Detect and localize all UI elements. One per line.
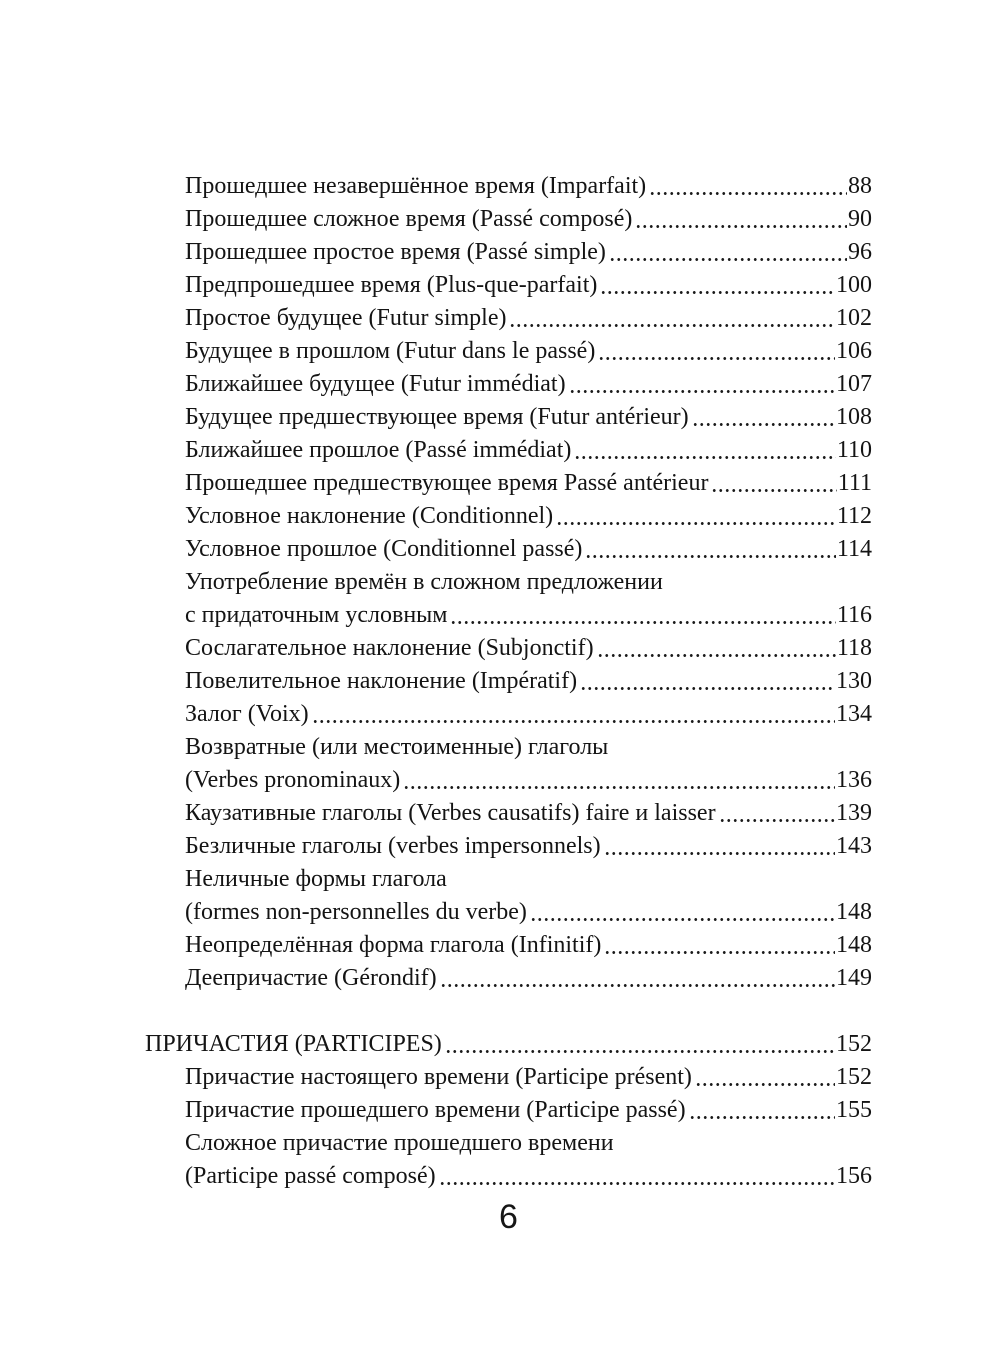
toc-entry-page: 96	[848, 239, 872, 265]
toc-entry-title: Возвратные (или местоименные) глаголы	[185, 734, 609, 760]
toc-entry-page: 130	[836, 668, 872, 694]
toc-entry-title: Ближайшее будущее (Futur immédiat)	[185, 371, 566, 397]
toc-entry-title: Сложное причастие прошедшего времени	[185, 1130, 614, 1156]
toc-entry-row	[145, 929, 872, 962]
toc-entry-title: Повелительное наклонение (Impératif)	[185, 668, 578, 694]
toc-entry-page: 139	[836, 800, 872, 826]
toc-entry-title: Предпрошедшее время (Plus-que-parfait)	[185, 272, 598, 298]
toc-section-title: ПРИЧАСТИЯ (PARTICIPES)	[145, 1031, 442, 1057]
toc-entry-page: 114	[836, 536, 872, 562]
toc-entry-title: Безличные глаголы (verbes impersonnels)	[185, 833, 601, 859]
toc-entry-row	[145, 368, 872, 401]
toc-entry-row	[145, 533, 872, 566]
dot-leader	[598, 357, 835, 360]
toc-entry-page: 116	[836, 602, 872, 628]
dot-leader	[585, 555, 835, 558]
toc-entry-page: 143	[836, 833, 872, 859]
toc-entry-row	[145, 467, 872, 500]
toc-entry-row	[145, 764, 872, 797]
toc-entry-title: Сослагательное наклонение (Subjonctif)	[185, 635, 594, 661]
toc-entry-page: 118	[836, 635, 872, 661]
toc-entry-title: Употребление времён в сложном предложении	[185, 569, 663, 595]
toc-entry-page: 148	[836, 899, 872, 925]
toc-entry-title: Деепричастие (Gérondif)	[185, 965, 437, 991]
toc-entry-row	[145, 731, 872, 764]
toc-entry-row	[145, 401, 872, 434]
dot-leader	[450, 621, 835, 624]
toc-entry-row	[145, 236, 872, 269]
dot-leader	[312, 720, 835, 723]
toc-entry-row	[145, 1061, 872, 1094]
toc-entry-row	[145, 566, 872, 599]
dot-leader	[403, 786, 835, 789]
dot-leader	[439, 1182, 835, 1185]
toc-entry-row	[145, 1094, 872, 1127]
dot-leader	[635, 225, 847, 228]
toc-entry-title: Ближайшее прошлое (Passé immédiat)	[185, 437, 572, 463]
toc-entry-title: Неопределённая форма глагола (Infinitif)	[185, 932, 602, 958]
toc-entry-title: Прошедшее сложное время (Passé composé)	[185, 206, 633, 232]
toc-entry-title: Условное прошлое (Conditionnel passé)	[185, 536, 583, 562]
toc-entry-row	[145, 896, 872, 929]
toc-entry-page: 155	[836, 1097, 872, 1123]
toc-entry-row	[145, 665, 872, 698]
toc-entry-title: (formes non-personnelles du verbe)	[185, 899, 527, 925]
toc-entry-row	[145, 830, 872, 863]
toc-entry-row	[145, 1127, 872, 1160]
toc-entry-title: Условное наклонение (Conditionnel)	[185, 503, 554, 529]
toc-entry-title: Неличные формы глагола	[185, 866, 447, 892]
dot-leader	[604, 951, 835, 954]
toc-entry-page: 88	[848, 173, 872, 199]
toc-entry-row	[145, 797, 872, 830]
toc-entry-page: 112	[836, 503, 872, 529]
toc-entry-row	[145, 170, 872, 203]
dot-leader	[574, 456, 836, 459]
toc-entry-title: Причастие настоящего времени (Participe présent)	[185, 1064, 692, 1090]
footer-page-number: 6	[499, 1198, 518, 1236]
toc-entry-page: 134	[836, 701, 872, 727]
dot-leader	[695, 1083, 835, 1086]
dot-leader	[719, 819, 835, 822]
toc-entry-title: Будущее в прошлом (Futur dans le passé)	[185, 338, 596, 364]
dot-leader	[440, 984, 835, 987]
toc-entry-page: 136	[836, 767, 872, 793]
toc-entry-page: 107	[836, 371, 872, 397]
dot-leader	[569, 390, 835, 393]
dot-leader	[604, 852, 835, 855]
toc-entry-title: Залог (Voix)	[185, 701, 309, 727]
toc-entry-page: 108	[836, 404, 872, 430]
toc-entry-row	[145, 269, 872, 302]
dot-leader	[597, 654, 836, 657]
toc-entry-page: 110	[836, 437, 872, 463]
dot-leader	[689, 1116, 835, 1119]
toc-entry-row	[145, 1160, 872, 1193]
dot-leader	[609, 258, 847, 261]
toc-entry-page: 149	[836, 965, 872, 991]
toc-section-row	[145, 1028, 872, 1061]
toc-entry-row	[145, 599, 872, 632]
toc-entry-row	[145, 632, 872, 665]
toc-entry-page: 156	[836, 1163, 872, 1189]
toc-entry-page: 152	[836, 1031, 872, 1057]
dot-leader	[509, 324, 835, 327]
toc-entry-row	[145, 302, 872, 335]
toc-entry-title: (Verbes pronominaux)	[185, 767, 401, 793]
toc-entry-title: (Participe passé composé)	[185, 1163, 436, 1189]
toc-entry-title: Причастие прошедшего времени (Participe passé)	[185, 1097, 686, 1123]
toc-entry-title: Каузативные глаголы (Verbes causatifs) faire и laisser	[185, 800, 716, 826]
dot-leader	[711, 489, 836, 492]
dot-leader	[530, 918, 835, 921]
dot-leader	[445, 1050, 835, 1053]
toc-entry-title: Прошедшее предшествующее время Passé antérieur	[185, 470, 709, 496]
toc-list	[145, 170, 872, 1193]
toc-entry-row	[145, 962, 872, 995]
dot-leader	[556, 522, 836, 525]
toc-entry-row	[145, 500, 872, 533]
toc-entry-row	[145, 698, 872, 731]
toc-entry-title: Простое будущее (Futur simple)	[185, 305, 507, 331]
toc-entry-page: 148	[836, 932, 872, 958]
toc-entry-page: 90	[848, 206, 872, 232]
toc-entry-row	[145, 434, 872, 467]
dot-leader	[600, 291, 835, 294]
toc-entry-row	[145, 203, 872, 236]
toc-entry-row	[145, 335, 872, 368]
toc-entry-page: 152	[836, 1064, 872, 1090]
toc-entry-title: с придаточным условным	[185, 602, 448, 628]
dot-leader	[692, 423, 835, 426]
dot-leader	[649, 192, 847, 195]
toc-entry-row	[145, 863, 872, 896]
toc-entry-page: 111	[837, 470, 872, 496]
toc-entry-title: Будущее предшествующее время (Futur antérieur)	[185, 404, 689, 430]
dot-leader	[580, 687, 835, 690]
toc-entry-page: 100	[836, 272, 872, 298]
toc-entry-page: 102	[836, 305, 872, 331]
toc-entry-title: Прошедшее простое время (Passé simple)	[185, 239, 606, 265]
toc-entry-page: 106	[836, 338, 872, 364]
toc-entry-title: Прошедшее незавершённое время (Imparfait)	[185, 173, 647, 199]
